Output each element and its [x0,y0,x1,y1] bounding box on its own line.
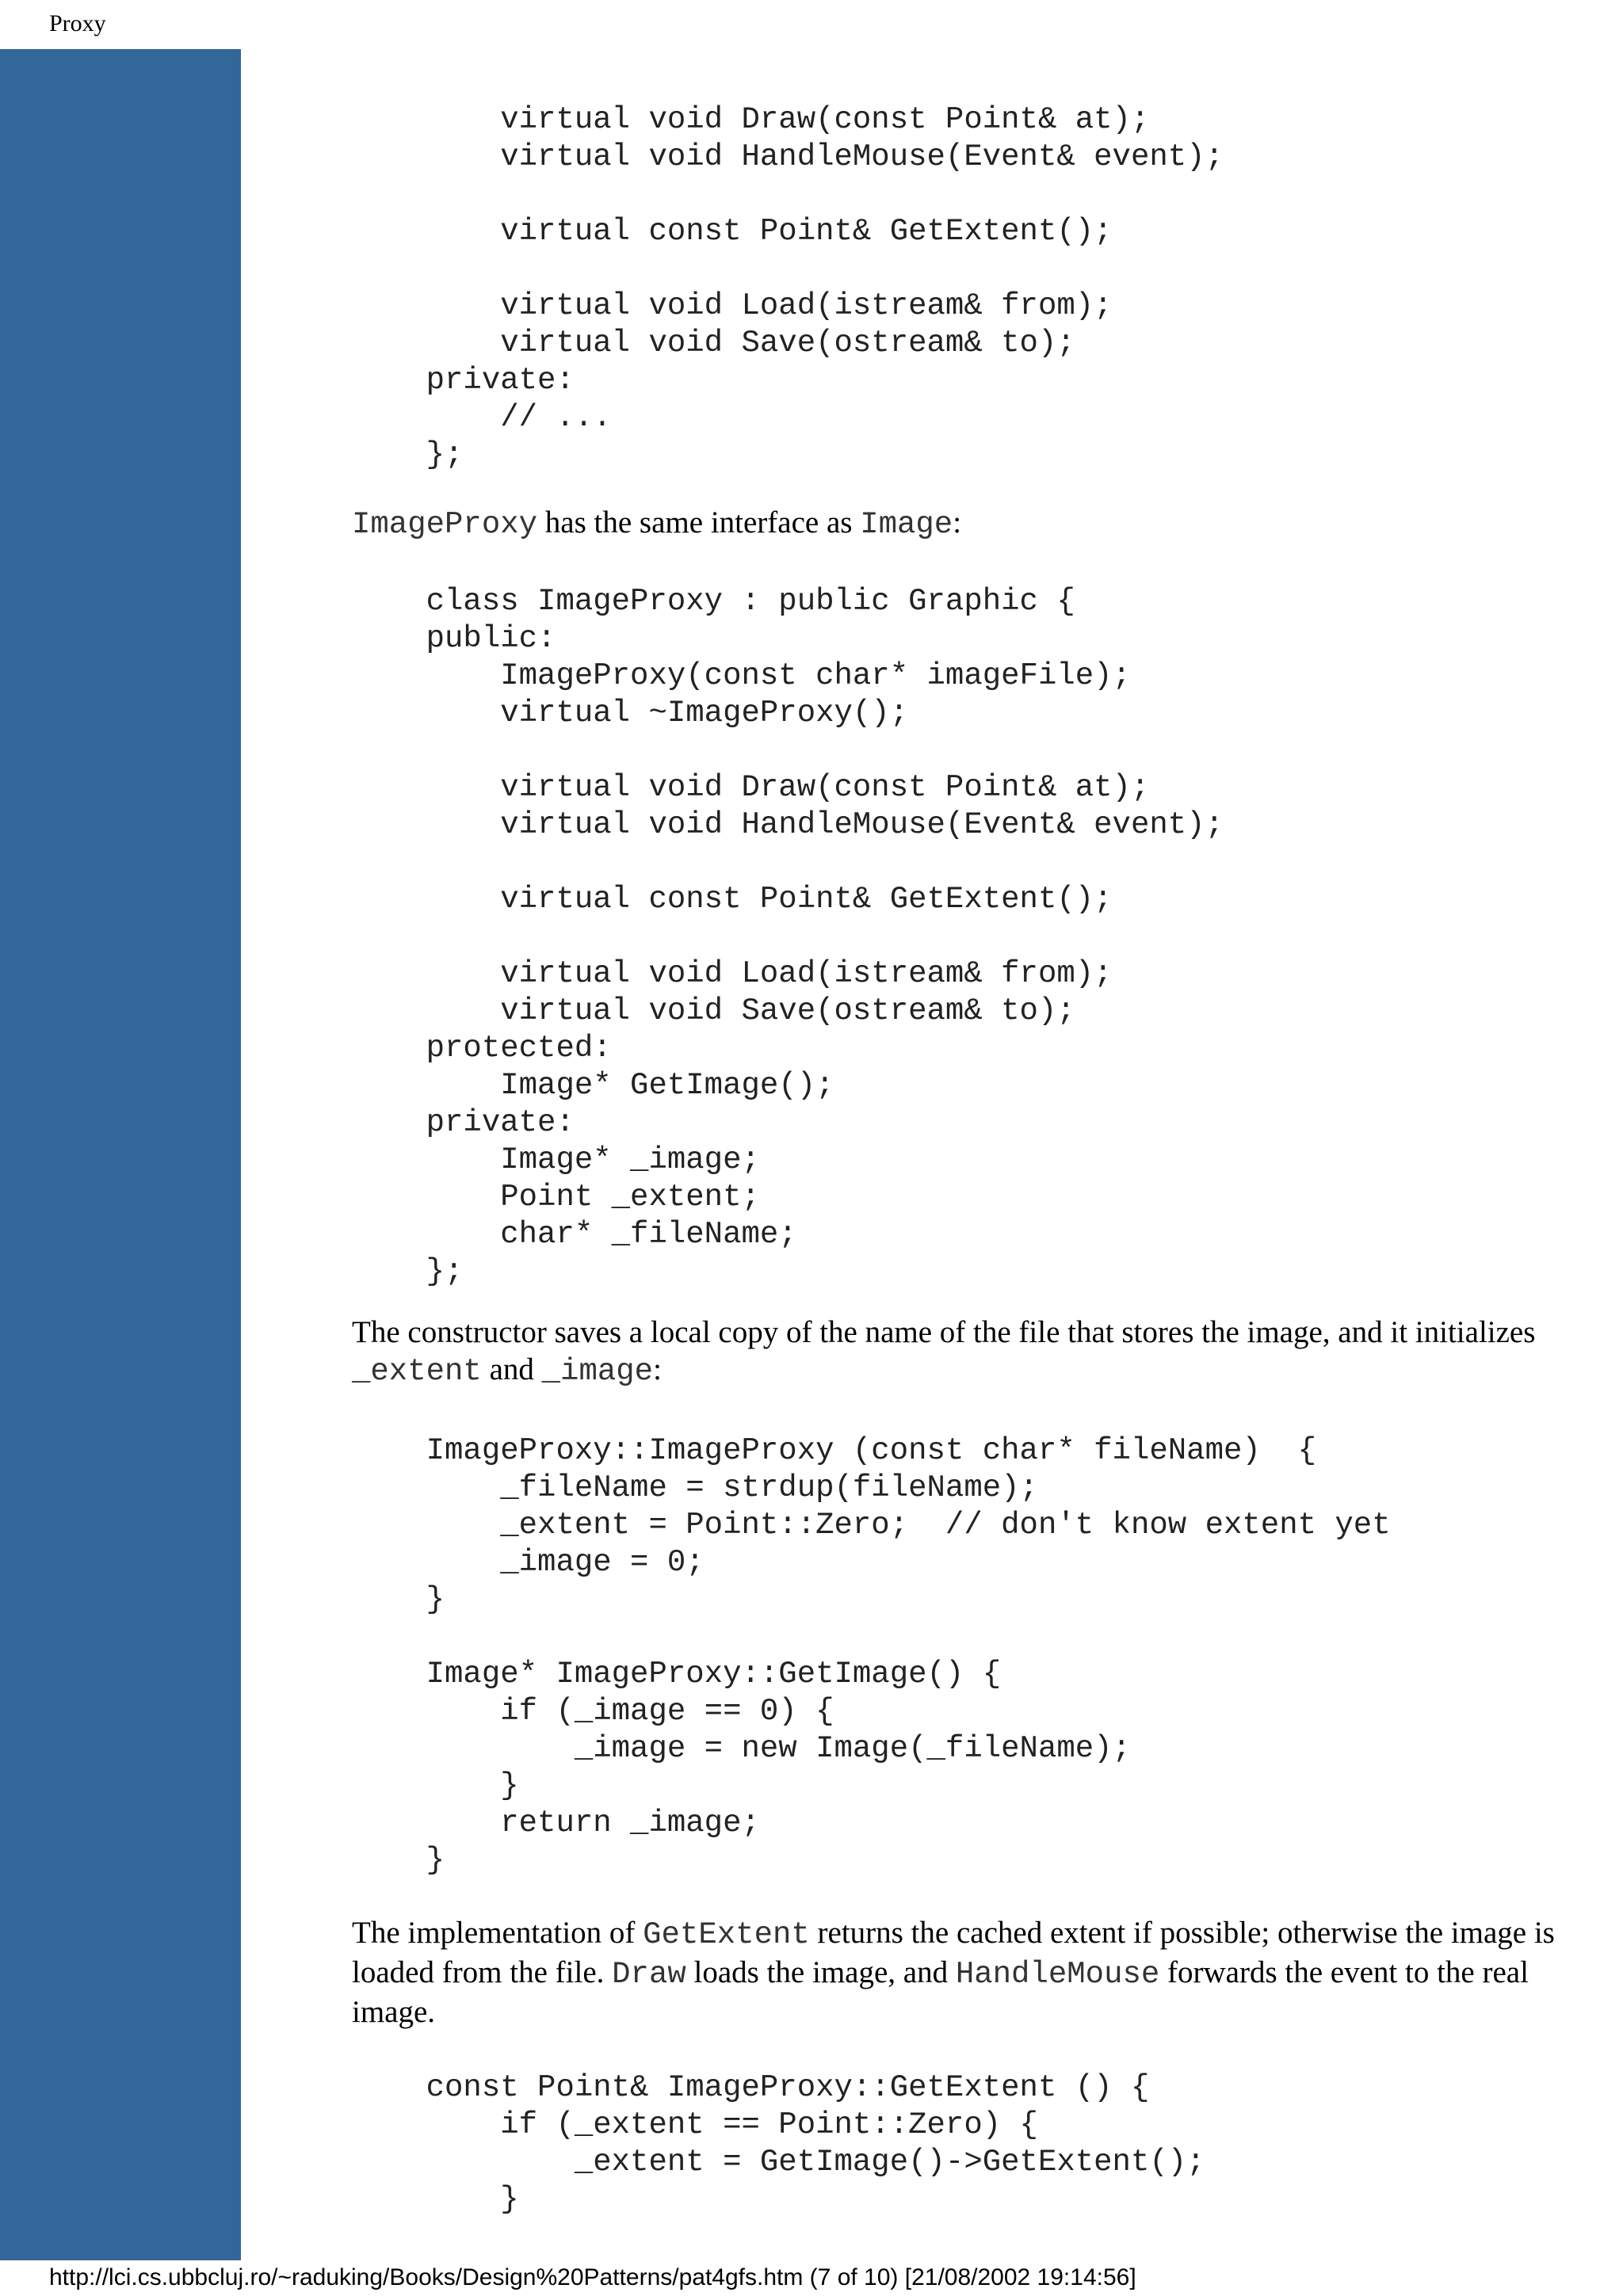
code-term: _extent [352,1354,482,1389]
code-term: HandleMouse [955,1957,1160,1992]
code-term: ImageProxy [352,507,538,542]
code-term: Draw [612,1957,686,1992]
paragraph-text: The constructor saves a local copy of the name of the file that stores the image, and it initializes [352,1315,1536,1349]
paragraph-text: has the same interface as [537,505,861,540]
paragraph-text: and [481,1352,542,1386]
paragraph-interface [352,504,1572,543]
code-term: GetExtent [643,1917,810,1952]
code-term: Image [860,507,953,542]
code-block-imageproxy-class: class ImageProxy : public Graphic { public: ImageProxy(const char* imageFile); virtual ~ImageProxy(); virtual void Draw(const Point& at); virtual void HandleMouse(Event& event); virtual const Point& GetExtent(); virtual void Load(istream& from); virtual void Save(ostream& to); protected: Image* GetImage(); private: Image* _image; Point _extent; char* _fileName; }; [426,584,1224,1289]
paragraph-text: The implementation of [352,1916,643,1950]
code-block-image-class-tail: virtual void Draw(const Point& at); virtual void HandleMouse(Event& event); virtual const Point& GetExtent(); virtual void Load(istream& from); virtual void Save(ostream& to); private: // ... }; [426,102,1224,472]
code-block-getextent: const Point& ImageProxy::GetExtent () { if (_extent == Point::Zero) { _extent = GetImage()->GetExtent(); } [426,2070,1205,2217]
paragraph-text: : [953,505,962,540]
paragraph-getextent [352,1914,1572,2031]
code-term: _image [541,1354,654,1389]
sidebar-band [0,49,241,2260]
paragraph-text: loads the image, and [685,1955,956,1989]
page-header-title: Proxy [49,10,106,36]
paragraph-text: forwards the event to the real image. [352,1955,1529,2029]
footer-url-line: http://lci.cs.ubbcluj.ro/~raduking/Books/Design%20Patterns/pat4gfs.htm (7 of 10) [21/08/2002 19:14:56] [49,2264,1136,2290]
paragraph-constructor [352,1314,1572,1390]
paragraph-text: : [653,1352,662,1386]
code-block-constructor-getimage: ImageProxy::ImageProxy (const char* fileName) { _fileName = strdup(fileName); _extent = Point::Zero; // don't know extent yet _image = 0; } Image* ImageProxy::GetImage() { if (_image == 0) { _image = new Image(_fileName); } return _image; } [426,1433,1391,1878]
paragraph-text: returns the cached extent if possible; otherwise the image is loaded from the file. [352,1916,1555,1989]
